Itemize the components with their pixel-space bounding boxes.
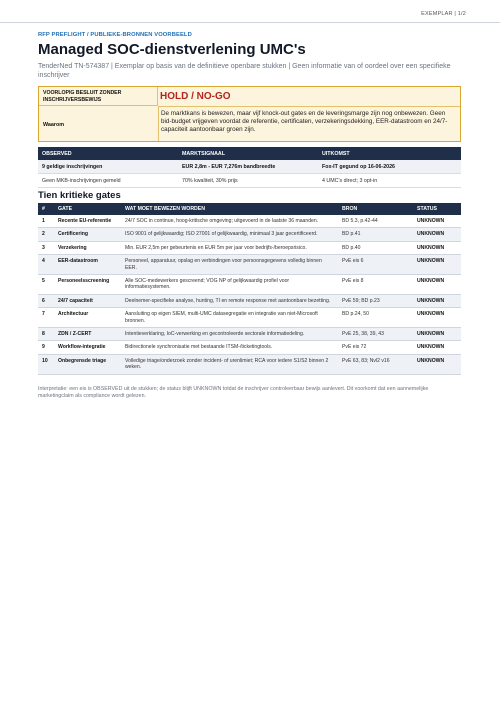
gate-name: Certificering xyxy=(54,228,121,241)
table-row xyxy=(38,241,461,254)
column-header: GATE xyxy=(54,203,121,215)
header-divider xyxy=(0,22,500,23)
decision-label: VOORLOPIG BESLUIT ZONDER INSCHRIJVERSBEWIJS xyxy=(39,87,158,106)
decision-value: HOLD / NO-GO xyxy=(160,91,231,102)
table-row xyxy=(38,275,461,295)
status-table-header xyxy=(38,147,461,160)
table-row xyxy=(38,328,461,341)
gate-requirement: 24/7 SOC in continue, hoog-kritische omgeving; uitgevoerd in de laatste 36 maanden. xyxy=(121,215,338,228)
gates-table xyxy=(38,203,461,375)
column-header: MARKTSIGNAAL xyxy=(178,147,318,160)
gate-name: ZDN / Z-CERT xyxy=(54,328,121,341)
column-header: UITKOMST xyxy=(318,147,461,160)
table-cell: EUR 2,8m - EUR 7,276m bandbreedte xyxy=(178,160,318,174)
column-header: BRON xyxy=(338,203,413,215)
status-badge: UNKNOWN xyxy=(413,275,461,295)
page-title: Managed SOC-dienstverlening UMC's xyxy=(38,41,306,58)
decision-divider xyxy=(158,106,460,107)
gate-number: 9 xyxy=(38,341,54,354)
eyebrow-label: RFP PREFLIGHT / PUBLIEKE-BRONNEN VOORBEELD xyxy=(38,32,192,38)
gate-source: PvE eis 8 xyxy=(338,275,413,295)
page-number: EXEMPLAR | 1/2 xyxy=(421,11,466,17)
gate-source: PvE 59; BD p.23 xyxy=(338,294,413,307)
table-row xyxy=(38,228,461,241)
gate-requirement: Volledige triage/onderzoek zonder incident- of urenlimiet; RCA voor iedere S1/S2 binnen 2 weken. xyxy=(121,354,338,374)
gate-requirement: Alle SOC-medewerkers gescreend; VOG NP of gelijkwaardig profiel voor informatiesystemen. xyxy=(121,275,338,295)
table-row xyxy=(38,354,461,374)
gate-requirement: ISO 9001 of gelijkwaardig; ISO 27001 of gelijkwaardig, minimaal 3 jaar gecertificeerd. xyxy=(121,228,338,241)
gate-source: PvE eis 6 xyxy=(338,255,413,275)
gate-number: 4 xyxy=(38,255,54,275)
gate-source: BD p.40 xyxy=(338,241,413,254)
gate-number: 3 xyxy=(38,241,54,254)
gate-requirement: Min. EUR 2,5m per gebeurtenis en EUR 5m per jaar voor bedrijfs-/beroepsrisico. xyxy=(121,241,338,254)
gate-source: PvE eis 72 xyxy=(338,341,413,354)
table-cell: Fox-IT gegund op 16-06-2026 xyxy=(318,160,461,174)
gate-source: BD p.24, 50 xyxy=(338,308,413,328)
gate-name: 24/7 capaciteit xyxy=(54,294,121,307)
gate-source: PvE 25, 38, 39, 43 xyxy=(338,328,413,341)
gate-source: BD 5.3, p.42-44 xyxy=(338,215,413,228)
decision-column-divider xyxy=(158,106,159,141)
status-badge: UNKNOWN xyxy=(413,354,461,374)
gate-number: 5 xyxy=(38,275,54,295)
gate-number: 7 xyxy=(38,308,54,328)
gate-requirement: Intentieverklaring, IoC-verwerking en gecontroleerde sectorale informatiedeling. xyxy=(121,328,338,341)
table-row xyxy=(38,160,461,174)
gate-name: Onbegrensde triage xyxy=(54,354,121,374)
column-header: WAT MOET BEWEZEN WORDEN xyxy=(121,203,338,215)
table-cell: Geen MKB-inschrijvingen gemeld xyxy=(38,174,178,188)
table-row xyxy=(38,174,461,188)
table-cell: 4 UMC's direct; 3 opt-in xyxy=(318,174,461,188)
status-badge: UNKNOWN xyxy=(413,228,461,241)
gate-number: 2 xyxy=(38,228,54,241)
table-row xyxy=(38,255,461,275)
gate-requirement: Personeel, apparatuur, opslag en verbindingen voor persoonsgegevens volledig binnen EER. xyxy=(121,255,338,275)
footnote: Interpretatie: een eis is OBSERVED uit de stukken; de status blijft UNKNOWN totdat de inschrijver controleerbaar bewijs aanlevert. Dit voorkomt dat een aannemelijke marketingclaim als compliance wordt gelezen. xyxy=(38,386,429,399)
table-row xyxy=(38,215,461,228)
table-cell: 70% kwaliteit, 30% prijs xyxy=(178,174,318,188)
gate-number: 10 xyxy=(38,354,54,374)
table-row xyxy=(38,294,461,307)
column-header: OBSERVED xyxy=(38,147,178,160)
gate-name: EER-datastroom xyxy=(54,255,121,275)
gate-requirement: Aansluiting op eigen SIEM, multi-UMC datasegregatie en integratie van niet-Microsoft bronnen. xyxy=(121,308,338,328)
table-cell: 9 geldige inschrijvingen xyxy=(38,160,178,174)
gates-table-header xyxy=(38,203,461,215)
column-header: # xyxy=(38,203,54,215)
table-row xyxy=(38,308,461,328)
decision-box xyxy=(38,86,461,142)
gate-name: Architectuur xyxy=(54,308,121,328)
status-badge: UNKNOWN xyxy=(413,255,461,275)
page-subtitle: TenderNed TN-574387 | Exemplar op basis van de definitieve openbare stukken | Geen informatie van of oordeel over een specifieke inschrijver xyxy=(38,63,451,79)
gates-heading: Tien kritieke gates xyxy=(38,190,121,201)
status-badge: UNKNOWN xyxy=(413,294,461,307)
gates-table-body xyxy=(38,215,461,374)
gate-requirement: Bidirectionele synchronisatie met bestaande ITSM-/ticketingtools. xyxy=(121,341,338,354)
status-table xyxy=(38,147,461,188)
status-badge: UNKNOWN xyxy=(413,215,461,228)
table-row xyxy=(38,341,461,354)
status-badge: UNKNOWN xyxy=(413,308,461,328)
column-header: STATUS xyxy=(413,203,461,215)
status-badge: UNKNOWN xyxy=(413,341,461,354)
gate-source: PvE 63, 83; Nvl2 v16 xyxy=(338,354,413,374)
status-badge: UNKNOWN xyxy=(413,328,461,341)
gate-name: Verzekering xyxy=(54,241,121,254)
reason-label: Waarom xyxy=(43,122,65,128)
gate-number: 1 xyxy=(38,215,54,228)
gate-name: Workflow-integratie xyxy=(54,341,121,354)
status-badge: UNKNOWN xyxy=(413,241,461,254)
gate-number: 6 xyxy=(38,294,54,307)
gate-source: BD p.41 xyxy=(338,228,413,241)
gate-name: Recente EU-referentie xyxy=(54,215,121,228)
gate-number: 8 xyxy=(38,328,54,341)
gate-name: Personeelsscreening xyxy=(54,275,121,295)
reason-text: De marktkans is bewezen, maar vijf knock-out gates en de leveringsmarge zijn nog onbewezen. Geen bid-budget vrijgeven voordat de referentie, certificaten, verzekeringsdekking, EER-datastroom en 24/7-capaciteit aantoonbaar groen zijn. xyxy=(161,110,448,133)
gate-requirement: Deelnemer-specifieke analyse, hunting, TI en remote response met aantoonbare bezetting. xyxy=(121,294,338,307)
